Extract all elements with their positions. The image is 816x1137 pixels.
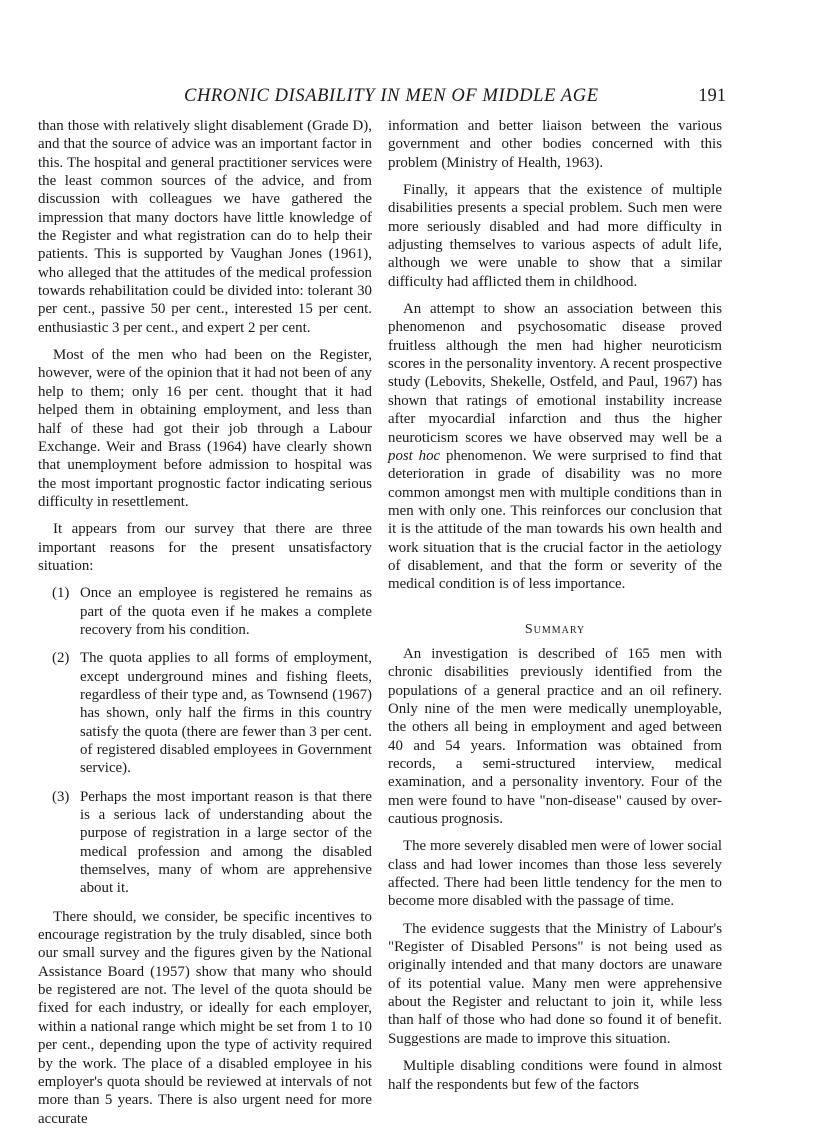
text-run: phenomenon. We were surprised to find that deterioration in grade of disability was no more common amongst men with multiple conditions than in men with only one. This reinforces our conclusion that it is the attitude of the man towards his own health and work situation that is the crucial factor in the aetiology of disablement, and that the form or severity of the medical condition is of less importance. [388,447,722,593]
right-column [388,117,722,1103]
paragraph-psychosomatic [388,300,722,594]
summary-paragraph: An investigation is described of 165 men with chronic disabilities previously identified from the populations of a general practice and an oil refinery. Only nine of the men were medically unemployable, the others all being in employment and aged between 40 and 54 years. Information was obtained from records, a semi-structured interview, medical examination, and a personality inventory. Four of the men were found to have "non-disease" caused by over-cautious prognosis. [388,645,722,828]
list-text: Once an employee is registered he remains as part of the quota even if he makes a complete recovery from his condition. [80,585,372,638]
page-number: 191 [698,86,726,106]
list-item [38,649,372,777]
list-text: The quota applies to all forms of employment, except underground mines and fishing fleets, regardless of their type and, as Townsend (1967) has shown, only half the firms in this country satisfy the quota (there are fewer than 3 per cent. of registered disabled employees in Government service). [80,650,372,777]
paragraph-continued: than those with relatively slight disablement (Grade D), and that the source of advice was an important factor in this. The hospital and general practitioner services were the least common sources of the advice, and from discussion with colleagues we have gathered the impression that many doctors have little knowledge of the Register and what registration can do to help their patients. This is supported by Vaughan Jones (1961), who alleged that the attitudes of the medical profession towards rehabilitation could be divided into: tolerant 30 per cent., passive 50 per cent., interested 15 per cent. enthusiastic 3 per cent., and expert 2 per cent. [38,118,372,336]
paragraph-incentives: There should, we consider, be specific incentives to encourage registration by the truly disabled, since both our small survey and the figures given by the National Assistance Board (1957) show that many who should be registered are not. The level of the quota should be fixed for each industry, or ideally for each employer, within a national range which might be set from 1 to 10 per cent., depending upon the type of activity required by the work. The place of a disabled employee in his employer's quota should be reviewed at intervals of not more than 5 years. There is also urgent need for more accurate [38,908,372,1127]
list-number: (2) [52,650,70,667]
summary-heading: Summary [524,621,586,637]
paragraph-multiple-disabilities: Finally, it appears that the existence of multiple disabilities presents a special problem. Such men were more seriously disabled and had more difficulty in adjusting themselves to various aspects of adult life, although we were unable to show that a similar difficulty had afflicted them in childhood. [388,182,722,290]
paragraph-continued: information and better liaison between the various government and other bodies concerned with this problem (Ministry of Health, 1963). [388,118,722,171]
left-column [38,117,372,1137]
paragraph-reasons-intro: It appears from our survey that there are three important reasons for the present unsatisfactory situation: [38,521,372,574]
running-title: CHRONIC DISABILITY IN MEN OF MIDDLE AGE [184,86,599,106]
paragraph-register-opinion: Most of the men who had been on the Register, however, were of the opinion that it had not been of any help to them; only 16 per cent. thought that it had helped them in obtaining employment, and less than half of these had got their job through a Labour Exchange. Weir and Brass (1964) have clearly shown that unemployment before admission to hospital was the most important prognostic factor indicating serious difficulty in resettlement. [38,347,372,510]
list-text: Perhaps the most important reason is that there is a serious lack of understanding about the purpose of registration in a large sector of the medical profession and among the disabled themselves, many of whom are apprehensive about it. [80,788,372,897]
summary-paragraph: The more severely disabled men were of lower social class and had lower incomes than those less severely affected. There had been little tendency for the men to become more disabled with the passage of time. [388,838,722,910]
summary-paragraph: Multiple disabling conditions were found in almost half the respondents but few of the factors [388,1058,722,1093]
list-item [38,788,372,898]
page-header [36,86,726,112]
reasons-list [38,584,372,898]
italic-term: post hoc [388,447,441,464]
text-run: An attempt to show an association between this phenomenon and psychosomatic disease proved fruitless although the men had higher neuroticism scores in the personality inventory. A recent prospective study (Lebovits, Shekelle, Ostfeld, and Paul, 1967) has shown that ratings of emotional instability increase after myocardial infarction and thus the higher neuroticism scores we have observed may well be a [388,301,722,446]
list-item [38,584,372,639]
summary-paragraph: The evidence suggests that the Ministry of Labour's "Register of Disabled Persons" is not being used as originally intended and that many doctors are unaware of its potential value. Many men were apprehensive about the Register and reluctant to join it, while less than half of those who had done so found it of benefit. Suggestions are made to improve this situation. [388,920,722,1047]
list-number: (3) [52,788,70,805]
list-number: (1) [52,585,70,602]
